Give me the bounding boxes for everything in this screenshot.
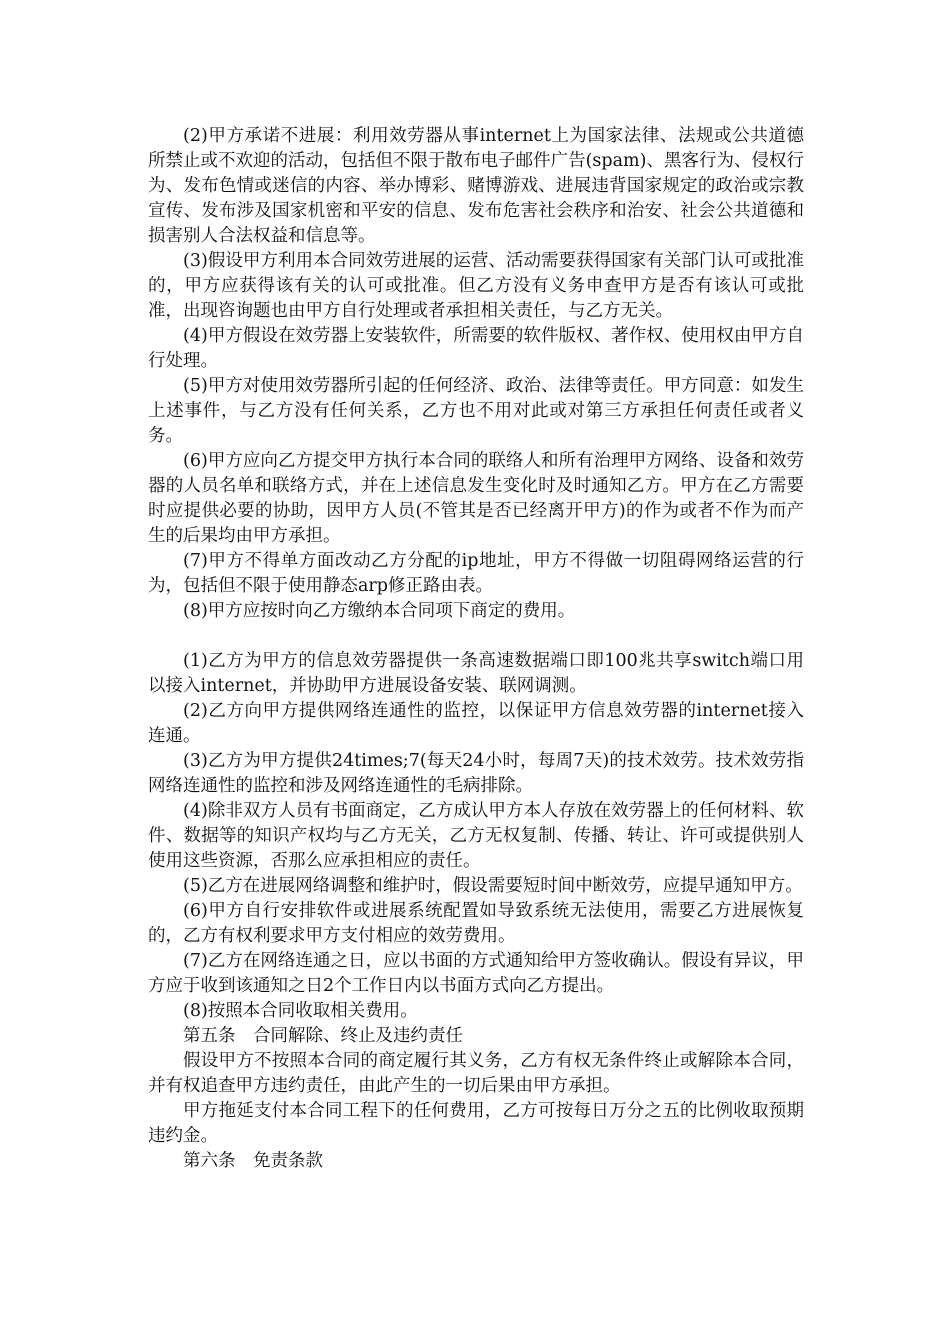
article-6-heading: 第六条 免责条款: [183, 1151, 323, 1171]
document-body: [148, 124, 804, 1174]
party-a-clause-8: (8)甲方应按时向乙方缴纳本合同项下商定的费用。: [183, 601, 576, 621]
article-5-heading: 第五条 合同解除、终止及违约责任: [183, 1026, 463, 1046]
party-a-clause-2: (2)甲方承诺不进展：利用效劳器从事internet上为国家法律、法规或公共道德所禁止或不欢迎的活动，包括但不限于散布电子邮件广告(spam)、黑客行为、侵权行为、发布色情或迷信的内容、举办博彩、赌博游戏、进展违背国家规定的政治或宗教宣传、发布涉及国家机密和平安的信息、发布危害社会秩序和治安、社会公共道德和损害别人合法权益和信息等。: [148, 126, 804, 246]
party-b-clause-5: (5)乙方在进展网络调整和维护时，假设需要短时间中断效劳，应提早通知甲方。: [183, 876, 803, 896]
party-b-clause-8: (8)按照本合同收取相关费用。: [183, 1001, 418, 1021]
party-a-clause-6: (6)甲方应向乙方提交甲方执行本合同的联络人和所有治理甲方网络、设备和效劳器的人员名单和联络方式，并在上述信息发生变化时及时通知乙方。甲方在乙方需要时应提供必要的协助，因甲方人员(不管其是否已经离开甲方)的作为或者不作为而产生的后果均由甲方承担。: [148, 451, 804, 546]
party-a-clause-7: (7)甲方不得单方面改动乙方分配的ip地址，甲方不得做一切阻碍网络运营的行为，包括但不限于使用静态arp修正路由表。: [148, 551, 804, 596]
party-b-clause-4: (4)除非双方人员有书面商定，乙方成认甲方本人存放在效劳器上的任何材料、软件、数据等的知识产权均与乙方无关，乙方无权复制、传播、转让、许可或提供别人使用这些资源，否那么应承担相应的责任。: [148, 801, 804, 871]
article-5-paragraph-1: 假设甲方不按照本合同的商定履行其义务，乙方有权无条件终止或解除本合同，并有权追查甲方违约责任，由此产生的一切后果由甲方承担。: [148, 1051, 804, 1096]
party-b-clause-1: (1)乙方为甲方的信息效劳器提供一条高速数据端口即100兆共享switch端口用以接入internet，并协助甲方进展设备安装、联网调测。: [148, 651, 804, 696]
party-a-clause-5: (5)甲方对使用效劳器所引起的任何经济、政治、法律等责任。甲方同意：如发生上述事件，与乙方没有任何关系，乙方也不用对此或对第三方承担任何责任或者义务。: [148, 376, 804, 446]
party-b-clause-2: (2)乙方向甲方提供网络连通性的监控，以保证甲方信息效劳器的internet接入连通。: [148, 701, 804, 746]
party-b-clause-3: (3)乙方为甲方提供24times;7(每天24小时，每周7天)的技术效劳。技术效劳指网络连通性的监控和涉及网络连通性的毛病排除。: [148, 751, 804, 796]
party-b-clause-7: (7)乙方在网络连通之日，应以书面的方式通知给甲方签收确认。假设有异议，甲方应于收到该通知之日2个工作日内以书面方式向乙方提出。: [148, 951, 804, 996]
section-gap: [148, 624, 804, 649]
article-5-paragraph-2: 甲方拖延支付本合同工程下的任何费用，乙方可按每日万分之五的比例收取预期违约金。: [148, 1101, 804, 1146]
party-a-clause-4: (4)甲方假设在效劳器上安装软件，所需要的软件版权、著作权、使用权由甲方自行处理。: [148, 326, 804, 371]
party-a-clause-3: (3)假设甲方利用本合同效劳进展的运营、活动需要获得国家有关部门认可或批准的，甲方应获得该有关的认可或批准。但乙方没有义务申查甲方是否有该认可或批准，出现咨询题也由甲方自行处理或者承担相关责任，与乙方无关。: [148, 251, 804, 321]
party-b-clause-6: (6)甲方自行安排软件或进展系统配置如导致系统无法使用，需要乙方进展恢复的，乙方有权利要求甲方支付相应的效劳费用。: [148, 901, 804, 946]
